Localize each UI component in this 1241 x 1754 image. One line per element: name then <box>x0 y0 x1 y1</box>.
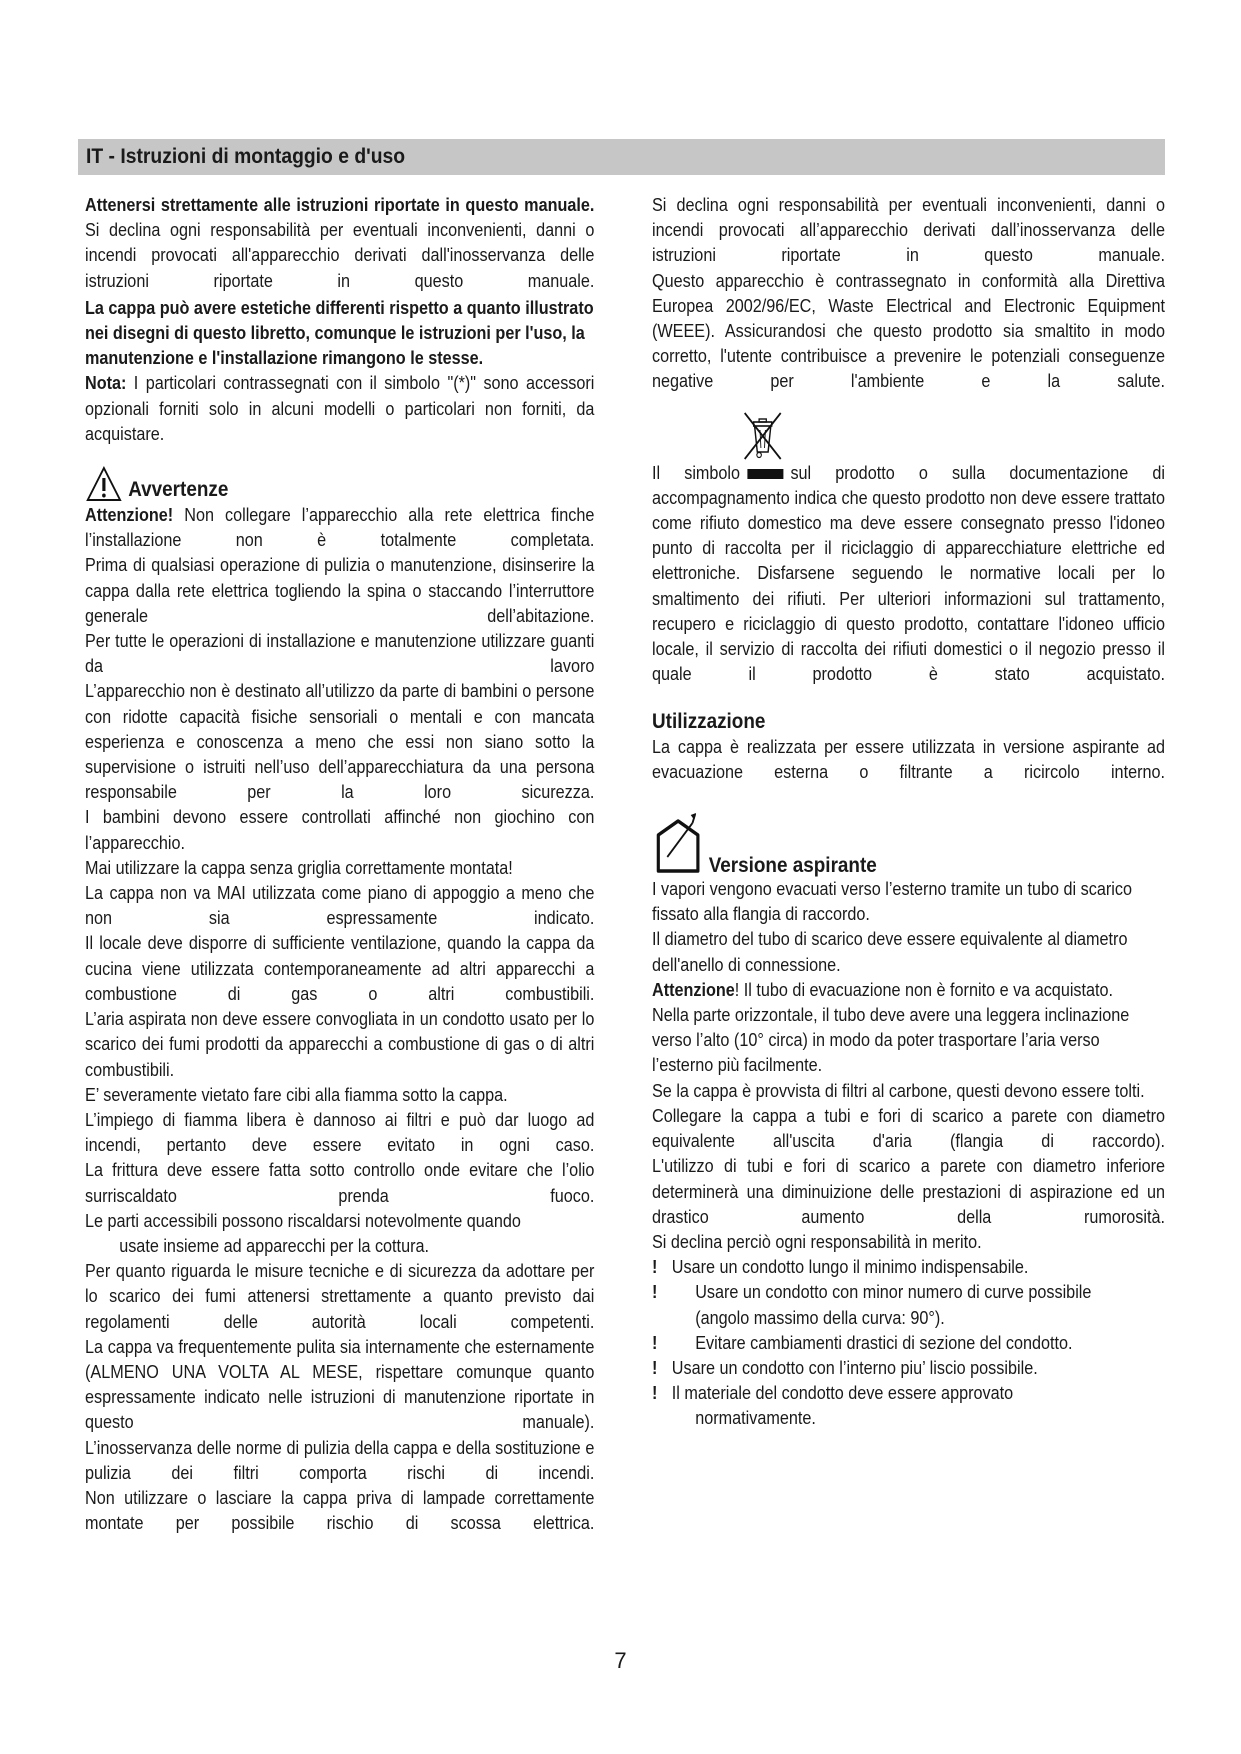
collegare-paragraph: Collegare la cappa a tubi e fori di scarico a parete con diametro equivalente all'uscita d'aria (flangia di raccordo). <box>652 1105 1165 1152</box>
vietato-paragraph: E’ severamente vietato fare cibi alla fiamma sotto la cappa. <box>85 1084 508 1105</box>
right-column <box>652 193 1165 1432</box>
griglia-paragraph: Mai utilizzare la cappa senza griglia correttamente montata! <box>85 857 513 878</box>
bin-bar-icon <box>747 469 783 479</box>
vapori-paragraph: I vapori vengono evacuati verso l’esterno tramite un tubo di scarico fissato alla flangia di raccordo. <box>652 879 1132 925</box>
utilizzazione-title: Utilizzazione <box>652 710 766 734</box>
exclamation-icon: ! <box>652 1257 658 1278</box>
section-title-bar <box>78 139 1165 175</box>
list-item: ! Usare un condotto con l’interno piu’ liscio possibile. <box>652 1356 1165 1381</box>
cappa-note: La cappa può avere estetiche differenti rispetto a quanto illustrato nei disegni di questo libretto, comunque le istruzioni per l'uso, la manutenzione e l'installazione rimangono le stesse. <box>85 297 594 369</box>
orizzontale-paragraph: Nella parte orizzontale, il tubo deve avere una leggera inclinazione verso l’alto (10° circa) in modo da poter trasportare l’aria verso l’esterno più facilmente. <box>652 1005 1130 1076</box>
utilizzazione-text: La cappa è realizzata per essere utilizzata in versione aspirante ad evacuazione esterna o filtrante a ricircolo interno. <box>652 736 1165 782</box>
intro-rest: Si declina ogni responsabilità per eventuali inconvenienti, danni o incendi provocati all'apparecchio derivati dall'inosservanza delle istruzioni riportate in questo manuale. <box>85 220 595 291</box>
list-item: ! Usare un condotto lungo il minimo indispensabile. <box>652 1255 1165 1280</box>
pulizia-paragraph: Prima di qualsiasi operazione di pulizia o manutenzione, disinserire la cappa dalla rete elettrica togliendo la spina o staccando l’interruttore generale dell’abitazione. <box>85 555 595 626</box>
controllati-paragraph: I bambini devono essere controllati affinché non giochino con l’apparecchio. <box>85 807 595 853</box>
frittura-paragraph: La frittura deve essere fatta sotto controllo onde evitare che l’olio surriscaldato prenda fuoco. <box>85 1160 595 1206</box>
list-item-continuation: normativamente. <box>695 1408 816 1429</box>
page-number: 7 <box>614 1648 627 1673</box>
parti-line-2: usate insieme ad apparecchi per la cottura. <box>119 1235 429 1256</box>
page-title: IT - Istruzioni di montaggio e d'uso <box>86 145 406 168</box>
nota-label: Nota: <box>85 373 127 394</box>
ducted-exhaust-icon <box>655 811 707 875</box>
exclamation-icon: ! <box>652 1383 658 1404</box>
appoggio-paragraph: La cappa non va MAI utilizzata come piano di appoggio a meno che non sia espressamente indicato. <box>85 883 595 929</box>
versione-title: Versione aspirante <box>708 854 877 878</box>
parti-line-1: Le parti accessibili possono riscaldarsi notevolmente quando <box>85 1210 521 1231</box>
list-item-continuation: (angolo massimo della curva: 90°). <box>695 1307 945 1328</box>
bambini-paragraph: L’apparecchio non è destinato all’utilizzo da parte di bambini o persone con ridotte capacità fisiche sensoriali o mentali e con mancata esperienza e conoscenza a meno che essi non siano sotto la supervisione o istruiti nell’uso dell’apparecchiatura da una persona responsabile per la loro sicurezza. <box>85 681 595 803</box>
exclamation-icon: ! <box>652 1282 658 1303</box>
misure-paragraph: Per quanto riguarda le misure tecniche e di sicurezza da adottare per lo scarico dei fumi attenersi strettamente a quanto previsto dai regolamenti delle autorità locali competenti. <box>85 1261 595 1332</box>
attenzione-label-right: Attenzione <box>652 979 735 1000</box>
intro-paragraph <box>85 193 594 294</box>
inferiore-paragraph: L'utilizzo di tubi e fori di scarico a parete con diametro inferiore determinerà una diminuizione delle prestazioni di aspirazione ed un drastico aumento della rumorosità. <box>652 1156 1165 1227</box>
crossed-bin-icon <box>739 409 786 461</box>
diametro-paragraph: Il diametro del tubo di scarico deve essere equivalente al diametro dell'anello di connessione. <box>652 929 1128 975</box>
guanti-paragraph: Per tutte le operazioni di installazione e manutenzione utilizzare guanti da lavoro <box>85 631 595 677</box>
lampade-paragraph: Non utilizzare o lasciare la cappa priva di lampade correttamente montate per possibile rischio di scossa elettrica. <box>85 1487 595 1534</box>
nota-paragraph <box>85 371 594 447</box>
versione-aspirante-heading <box>652 811 1165 877</box>
avvertenze-heading <box>85 465 594 503</box>
attenzione-note <box>652 978 1165 1003</box>
left-column <box>85 193 594 1536</box>
fiamma-paragraph: L’impiego di fiamma libera è dannoso ai filtri e può dar luogo ad incendi, pertanto deve essere evitato in ogni caso. <box>85 1109 595 1156</box>
attenzione-text-right: ! Il tubo di evacuazione non è fornito e va acquistato. <box>734 979 1114 1000</box>
locale-paragraph: Il locale deve disporre di sufficiente ventilazione, quando la cappa da cucina viene utilizzata contemporaneamente ad altri apparecchi a combustione di gas o altri combustibili. <box>85 933 595 1004</box>
attenzione-paragraph <box>85 503 594 553</box>
simbolo-post: sul prodotto o sulla documentazione di accompagnamento indica che questo prodotto non deve essere trattato come rifiuto domestico ma deve essere consegnato presso l'idoneo punto di raccolta per il riciclaggio di apparecchiature elettriche ed elettroniche. Disfarsene seguendo le normative locali per lo smaltimento dei rifiuti. Per ulteriori informazioni sul trattamento, recupero e riciclaggio di questo prodotto, contattare l'idoneo ufficio locale, il servizio di raccolta dei rifiuti domestici o il negozio presso il quale il prodotto è stato acquistato. <box>652 462 1165 685</box>
weee-symbol-area <box>652 409 1165 461</box>
list-item: ! Evitare cambiamenti drastici di sezione del condotto. <box>652 1331 1165 1356</box>
carbone-paragraph: Se la cappa è provvista di filtri al carbone, questi devono essere tolti. <box>652 1080 1145 1101</box>
pulita-paragraph: La cappa va frequentemente pulita sia internamente che esternamente (ALMENO UNA VOLTA AL MESE, rispettare comunque quanto espressamente indicato nelle istruzioni di manutenzione riportate in questo manuale). <box>85 1336 595 1433</box>
warning-icon <box>85 465 123 503</box>
simbolo-paragraph <box>652 461 1165 688</box>
aria-paragraph: L’aria aspirata non deve essere convogliata in un condotto usato per lo scarico dei fumi prodotti da apparecchi a combustione di gas o di altri combustibili. <box>85 1009 595 1080</box>
exclamation-icon: ! <box>652 1332 658 1353</box>
inosservanza-paragraph: L’inosservanza delle norme di pulizia della cappa e della sostituzione e pulizia dei filtri comporta rischi di incendi. <box>85 1437 595 1483</box>
avvertenze-title: Avvertenze <box>128 478 229 502</box>
weee-paragraph: Questo apparecchio è contrassegnato in conformità alla Direttiva Europea 2002/96/EC, Waste Electrical and Electronic Equipment (WEEE). Assicurandosi che questo prodotto sia smaltito in modo corretto, l'utente contribuisce a prevenire le potenziali conseguenze negative per l'ambiente e la salute. <box>652 270 1165 392</box>
list-item: ! Il materiale del condotto deve essere approvato <box>652 1381 1165 1406</box>
list-item: ! Usare un condotto con minor numero di curve possibile <box>652 1280 1165 1305</box>
intro-bold: Attenersi strettamente alle istruzioni riportate in questo manuale. <box>85 195 595 215</box>
declina-paragraph: Si declina ogni responsabilità per eventuali inconvenienti, danni o incendi provocati all’apparecchio derivati dall’inosservanza delle istruzioni riportate in questo manuale. <box>652 195 1165 266</box>
simbolo-pre: Il simbolo <box>652 462 741 483</box>
attenzione-label: Attenzione! <box>85 505 174 526</box>
merito-paragraph: Si declina perciò ogni responsabilità in merito. <box>652 1231 982 1252</box>
nota-text: I particolari contrassegnati con il simbolo "(*)" sono accessori opzionali forniti solo in alcuni modelli o particolari non forniti, da acquistare. <box>85 373 595 444</box>
exclamation-icon: ! <box>652 1357 658 1378</box>
attenzione-text: Non collegare l’apparecchio alla rete elettrica finche l’installazione non è totalmente completata. <box>85 505 595 551</box>
